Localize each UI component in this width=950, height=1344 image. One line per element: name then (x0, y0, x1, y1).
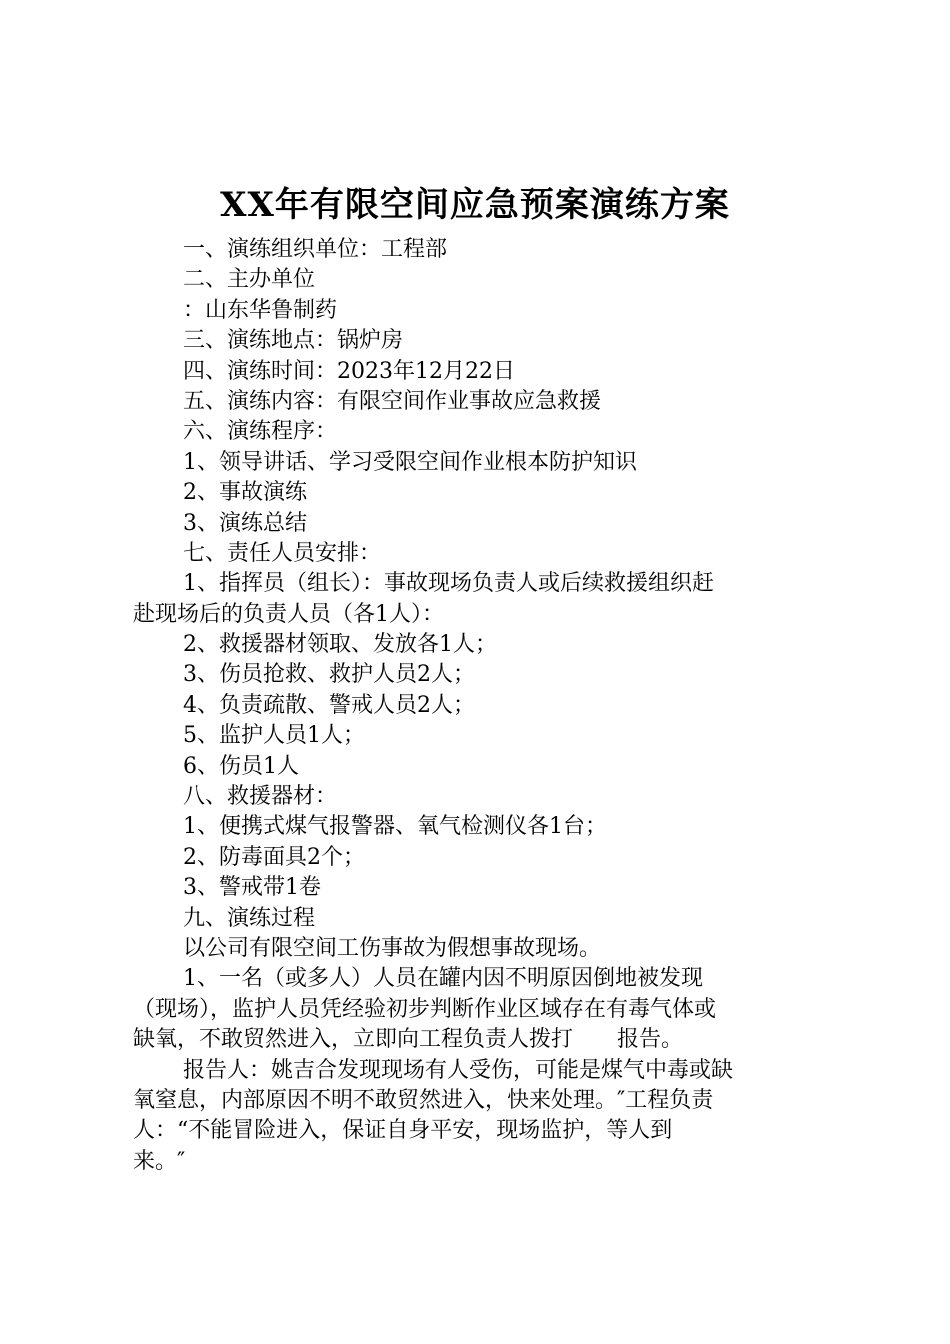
text-line: 二、主办单位 (183, 267, 316, 293)
text-line: 3、警戒带1卷 (183, 875, 321, 901)
document-title: XX年有限空间应急预案演练方案 (220, 185, 730, 225)
text-line: 一、演练组织单位：工程部 (183, 237, 448, 262)
text-line: 七、责任人员安排： (183, 540, 382, 566)
text-line: 2、防毒面具2个； (183, 844, 365, 870)
text-line: （现场），监护人员凭经验初步判断作业区域存在有毒气体或 (133, 996, 717, 1022)
text-line: 五、演练内容：有限空间作业事故应急救援 (183, 388, 602, 414)
text-line: 2、救援器材领取、发放各1人； (183, 632, 497, 658)
text-line: 3、伤员抢救、救护人员2人； (183, 662, 475, 688)
text-line: 九、演练过程 (183, 905, 316, 931)
paragraph-commander (133, 569, 833, 630)
text-line: 八、救援器材： (183, 784, 338, 810)
text-line: 5、监护人员1人； (183, 723, 365, 749)
text-line: 四、演练时间：2023年12月22日 (183, 358, 515, 384)
text-line: 2、事故演练 (183, 480, 307, 506)
text-line: 六、演练程序： (183, 419, 338, 445)
text-line: 赴现场后的负责人员（各1人）： (133, 601, 444, 627)
paragraph-discovery (133, 964, 833, 1055)
text-line: 3、演练总结 (183, 510, 307, 536)
text-line: 6、伤员1人 (183, 753, 299, 779)
text-line: 三、演练地点：锅炉房 (183, 328, 404, 354)
text-line: 来。″ (133, 1148, 186, 1174)
text-line: 报告人：姚吉合发现现场有人受伤，可能是煤气中毒或缺 (183, 1057, 734, 1083)
paragraph-report (133, 1056, 833, 1178)
document-body (133, 235, 833, 1177)
text-line: 氧窒息，内部原因不明不敢贸然进入，快来处理。″工程负责 (133, 1087, 714, 1113)
text-line: 1、便携式煤气报警器、氧气检测仪各1台； (183, 814, 607, 840)
text-line: 1、领导讲话、学习受限空间作业根本防护知识 (183, 449, 637, 475)
text-line: 缺氧，不敢贸然进入，立即向工程负责人拨打 报告。 (133, 1027, 684, 1053)
text-line: 人：“不能冒险进入，保证自身平安，现场监护，等人到 (133, 1118, 673, 1144)
text-line: 1、指挥员（组长）：事故现场负责人或后续救援组织赶 (183, 571, 714, 597)
text-line: 4、负责疏散、警戒人员2人； (183, 692, 475, 718)
text-line: 1、一名（或多人）人员在罐内因不明原因倒地被发现 (183, 966, 703, 992)
text-line: ：山东华鲁制药 (183, 297, 338, 323)
text-line: 以公司有限空间工伤事故为假想事故现场。 (183, 935, 602, 961)
